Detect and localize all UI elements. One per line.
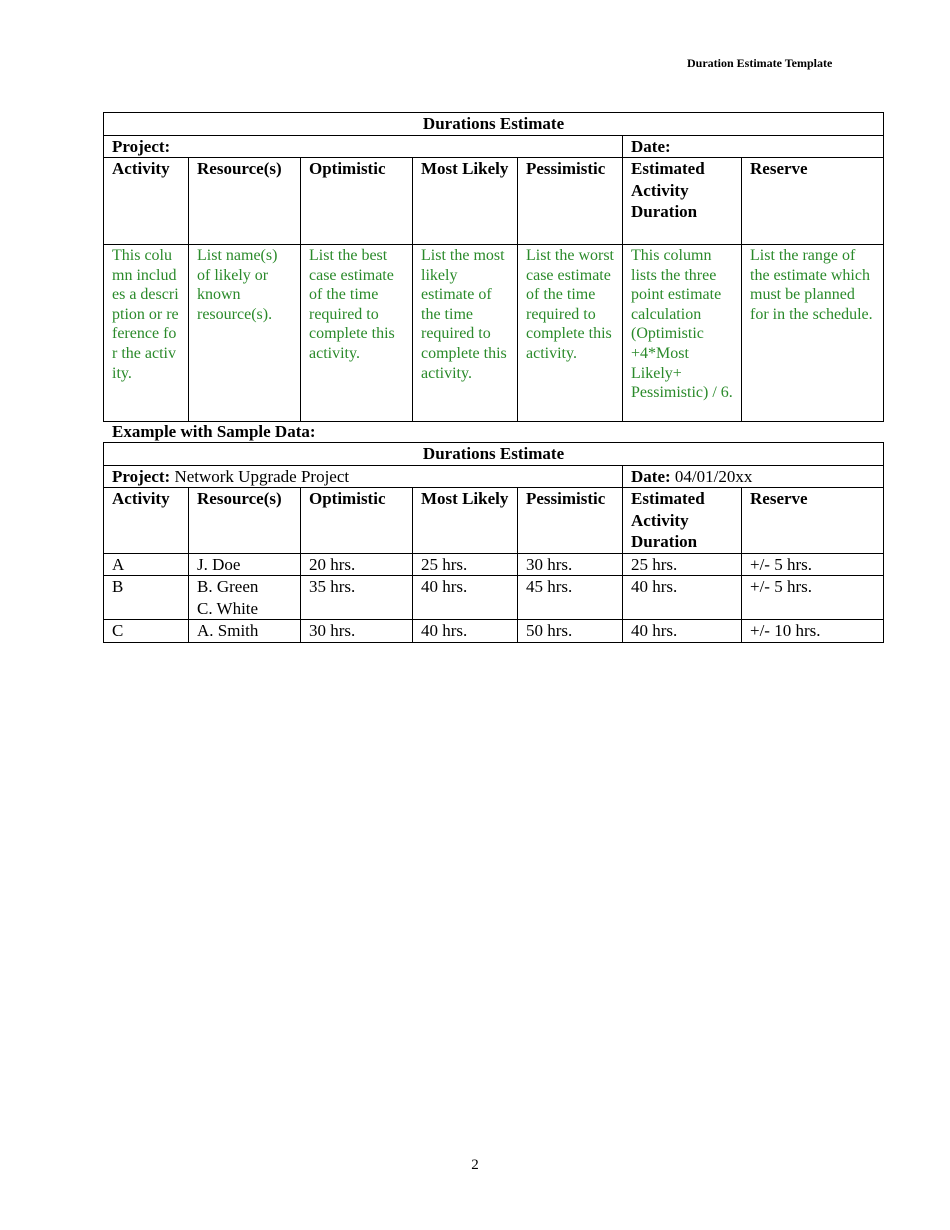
table-title: Durations Estimate [104,113,884,136]
description-most-likely: List the most likely estimate of the time required to complete this activity. [413,245,518,422]
most-likely-cell: 40 hrs. [413,576,518,620]
project-value: Network Upgrade Project [174,466,350,486]
estimated-cell: 40 hrs. [623,620,742,643]
column-header-estimated-duration: Estimated Activity Duration [623,488,742,554]
reserve-cell: +/- 10 hrs. [742,620,884,643]
description-pessimistic: List the worst case estimate of the time required to complete this activity. [518,245,623,422]
running-header: Duration Estimate Template [687,56,833,70]
optimistic-cell: 30 hrs. [301,620,413,643]
reserve-cell: +/- 5 hrs. [742,576,884,620]
column-header-optimistic: Optimistic [301,158,413,245]
table-row [104,553,884,576]
column-header-estimated-duration: Estimated Activity Duration [623,158,742,245]
description-reserve: List the range of the estimate which must be planned for in the schedule. [742,245,884,422]
date-value: 04/01/20xx [674,466,753,486]
estimated-cell: 40 hrs. [623,576,742,620]
column-header-pessimistic: Pessimistic [518,158,623,245]
estimated-cell: 25 hrs. [623,553,742,576]
optimistic-cell: 20 hrs. [301,553,413,576]
column-header-resources: Resource(s) [189,158,301,245]
column-header-activity: Activity [104,158,189,245]
column-header-reserve: Reserve [742,488,884,554]
date-label: Date: [631,466,671,486]
reserve-cell: +/- 5 hrs. [742,553,884,576]
pessimistic-cell: 30 hrs. [518,553,623,576]
template-estimate-table [103,112,884,422]
description-resources: List name(s) of likely or known resource(s). [189,245,301,422]
description-estimated-duration: This column lists the three point estimate calculation (Optimistic +4*Most Likely+ Pessimistic) / 6. [623,245,742,422]
optimistic-cell: 35 hrs. [301,576,413,620]
most-likely-cell: 40 hrs. [413,620,518,643]
project-label: Project: [112,466,171,486]
project-cell [104,465,623,488]
pessimistic-cell: 45 hrs. [518,576,623,620]
column-header-pessimistic: Pessimistic [518,488,623,554]
example-estimate-table [103,442,884,643]
description-text: This column includes a description or reference for the activity. [112,247,179,382]
example-label: Example with Sample Data: [112,422,316,441]
resource-name: C. White [197,598,259,618]
project-label: Project: [104,135,623,158]
resources-cell [189,576,301,620]
activity-cell: C [104,620,189,643]
table-title: Durations Estimate [104,443,884,466]
page-number: 2 [471,1157,479,1173]
column-header-most-likely: Most Likely [413,158,518,245]
most-likely-cell: 25 hrs. [413,553,518,576]
resources-cell: A. Smith [189,620,301,643]
resource-name: B. Green [197,577,259,596]
description-optimistic: List the best case estimate of the time required to complete this activity. [301,245,413,422]
column-header-reserve: Reserve [742,158,884,245]
column-header-activity: Activity [104,488,189,554]
table-row [104,576,884,620]
description-activity [104,245,189,422]
table-row [104,620,884,643]
date-cell [623,465,884,488]
pessimistic-cell: 50 hrs. [518,620,623,643]
column-header-resources: Resource(s) [189,488,301,554]
date-label: Date: [623,135,884,158]
column-header-most-likely: Most Likely [413,488,518,554]
resources-cell: J. Doe [189,553,301,576]
activity-cell: B [104,576,189,620]
activity-cell: A [104,553,189,576]
column-header-optimistic: Optimistic [301,488,413,554]
